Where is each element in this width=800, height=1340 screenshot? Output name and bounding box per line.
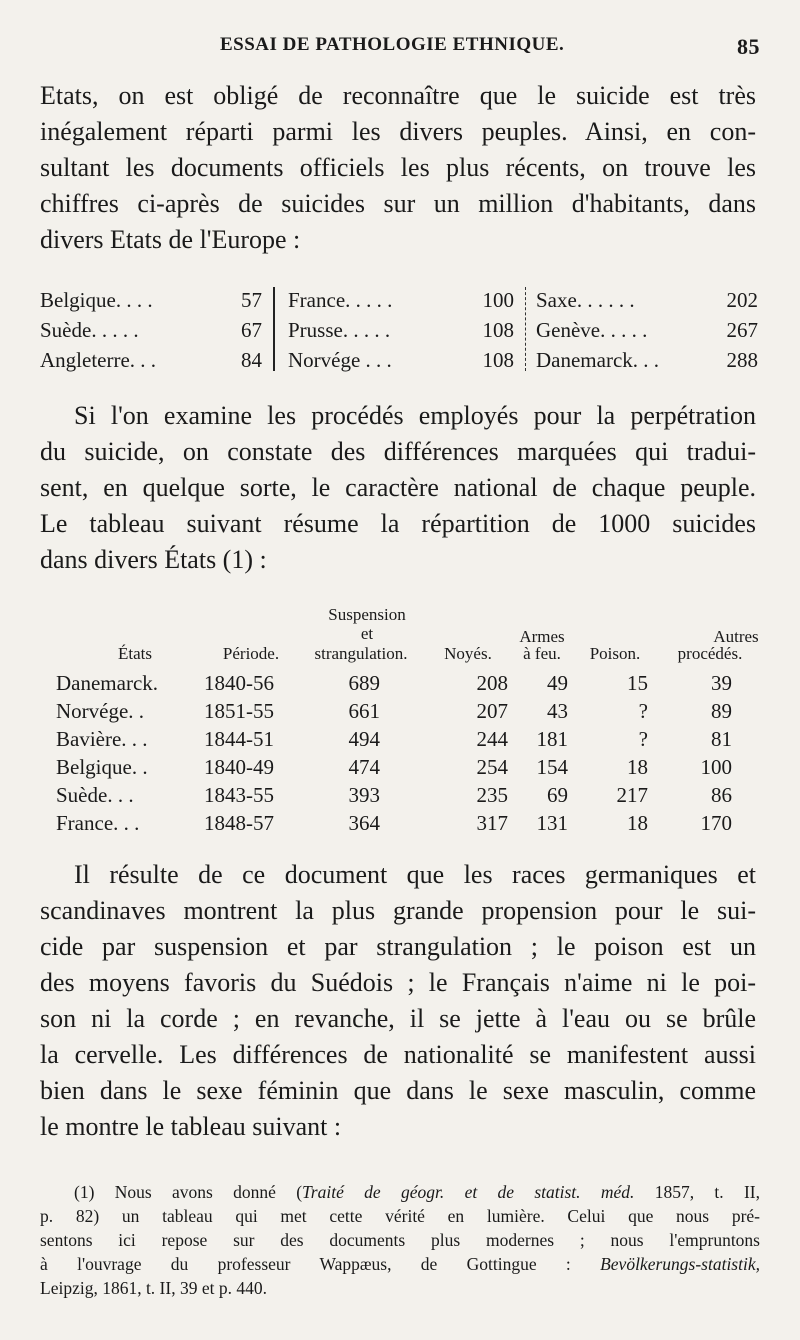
country-value: 108 xyxy=(482,348,514,372)
header-autres: Autres xyxy=(713,627,759,646)
footnote-citation: Traité de géogr. et de statist. méd. xyxy=(302,1182,635,1202)
cell-etat: France. . . xyxy=(56,811,140,835)
country-name: Danemarck. . . xyxy=(536,348,660,372)
cell-suspension: 393 xyxy=(348,783,380,807)
text-line: scandinaves montrent la plus grande propension pour le sui- xyxy=(40,896,756,925)
header-armes: à feu. xyxy=(523,644,561,663)
header-suspension: Suspension xyxy=(328,605,406,624)
footnote-line xyxy=(40,1180,760,1204)
per-million-column xyxy=(288,285,514,375)
country-name: Angleterre. . . xyxy=(40,348,157,372)
text-line: sultant les documents officiels les plus récents, on trouve les xyxy=(40,153,756,182)
country-value: 100 xyxy=(482,288,514,312)
text-line: Si l'on examine les procédés employés pour la perpétration xyxy=(74,401,756,430)
footnote-text: à l'ouvrage du professeur Wappæus, de Gottingue : xyxy=(40,1254,601,1274)
footnote-citation: Bevölkerungs-statistik, xyxy=(600,1254,760,1274)
country-name: Prusse. . . . . xyxy=(288,318,391,342)
country-value: 57 xyxy=(241,288,262,312)
cell-autres: 81 xyxy=(711,727,732,751)
text-line: le montre le tableau suivant : xyxy=(40,1112,342,1141)
page-number: 85 xyxy=(737,34,760,59)
header-etats: États xyxy=(118,644,152,663)
text-line: divers Etats de l'Europe : xyxy=(40,225,301,254)
country-name: Belgique. . . . xyxy=(40,288,153,312)
header-armes: Armes xyxy=(519,627,565,646)
cell-poison: ? xyxy=(638,727,648,751)
text-line: chiffres ci-après de suicides sur un million d'habitants, dans xyxy=(40,189,756,218)
text-line: sent, en quelque sorte, le caractère national de chaque peuple. xyxy=(40,473,756,502)
cell-etat: Belgique. . xyxy=(56,755,148,779)
table-row xyxy=(40,781,760,809)
text-line: du suicide, on constate des différences marquées qui tradui- xyxy=(40,437,756,466)
text-line: Il résulte de ce document que les races germaniques et xyxy=(74,860,756,889)
cell-poison: 15 xyxy=(627,671,648,695)
footnote-text: (1) Nous avons donné ( xyxy=(74,1182,303,1202)
header-autres: procédés. xyxy=(677,644,743,663)
cell-poison: ? xyxy=(638,699,648,723)
text-line: dans divers États (1) : xyxy=(40,545,267,574)
country-value: 108 xyxy=(482,318,514,342)
text-line: la cervelle. Les différences de nationalité se manifestent aussi xyxy=(40,1040,756,1069)
header-periode: Période. xyxy=(222,644,280,663)
header-noyes: Noyés. xyxy=(444,644,492,663)
text-line: son ni la corde ; en revanche, il se jette à l'eau ou se brûle xyxy=(40,1004,756,1033)
footnote-text: 1857, t. II, xyxy=(634,1182,760,1202)
column-divider xyxy=(525,287,526,371)
paragraph-1 xyxy=(40,78,756,258)
cell-armes: 43 xyxy=(547,699,568,723)
cell-etat: Suède. . . xyxy=(56,783,134,807)
cell-autres: 86 xyxy=(711,783,732,807)
table-row xyxy=(40,809,760,837)
country-name: Norvége . . . xyxy=(288,348,392,372)
country-value: 67 xyxy=(241,318,262,342)
text-line: Etats, on est obligé de reconnaître que le suicide est très xyxy=(40,81,756,110)
per-million-column xyxy=(40,285,262,375)
cell-suspension: 494 xyxy=(348,727,380,751)
footnote-line: p. 82) un tableau qui met cette vérité en lumière. Celui que nous pré- xyxy=(40,1206,760,1226)
header-poison: Poison. xyxy=(589,644,641,663)
country-name: Saxe. . . . . . xyxy=(536,288,635,312)
country-value: 84 xyxy=(241,348,262,372)
cell-suspension: 474 xyxy=(348,755,380,779)
text-line: bien dans le sexe féminin que dans le sexe masculin, comme xyxy=(40,1076,756,1105)
cell-autres: 89 xyxy=(711,699,732,723)
header-suspension: et xyxy=(360,624,374,643)
country-name: Genève. . . . . xyxy=(536,318,648,342)
footnote xyxy=(40,1180,760,1300)
cell-noyes: 235 xyxy=(476,783,508,807)
cell-suspension: 689 xyxy=(348,671,380,695)
running-head-title: ESSAI DE PATHOLOGIE ETHNIQUE. xyxy=(220,34,565,55)
cell-etat: Norvége. . xyxy=(56,699,145,723)
cell-etat: Danemarck. xyxy=(56,671,159,695)
cell-noyes: 207 xyxy=(476,699,508,723)
cell-autres: 39 xyxy=(711,671,732,695)
cell-autres: 170 xyxy=(700,811,732,835)
column-divider xyxy=(273,287,275,371)
cell-poison: 18 xyxy=(627,811,648,835)
cell-periode: 1851-55 xyxy=(204,699,274,723)
table-row xyxy=(40,753,760,781)
country-name: France. . . . . xyxy=(288,288,393,312)
cell-periode: 1840-49 xyxy=(204,755,274,779)
cell-suspension: 364 xyxy=(348,811,380,835)
header-suspension: strangulation. xyxy=(314,644,408,663)
cell-armes: 154 xyxy=(536,755,568,779)
cell-noyes: 254 xyxy=(476,755,508,779)
country-name: Suède. . . . . xyxy=(40,318,139,342)
cell-poison: 18 xyxy=(627,755,648,779)
per-million-column xyxy=(536,285,758,375)
cell-noyes: 244 xyxy=(476,727,508,751)
cell-armes: 49 xyxy=(547,671,568,695)
country-value: 288 xyxy=(726,348,758,372)
cell-armes: 181 xyxy=(536,727,568,751)
cell-periode: 1848-57 xyxy=(204,811,274,835)
text-line: cide par suspension et par strangulation ; le poison est un xyxy=(40,932,756,961)
cell-noyes: 208 xyxy=(476,671,508,695)
table-row xyxy=(40,697,760,725)
text-line: des moyens favoris du Suédois ; le Français n'aime ni le poi- xyxy=(40,968,756,997)
footnote-line xyxy=(40,1252,760,1276)
paragraph-2 xyxy=(40,398,756,578)
paragraph-3 xyxy=(40,857,756,1145)
cell-suspension: 661 xyxy=(348,699,380,723)
cell-poison: 217 xyxy=(616,783,648,807)
cell-periode: 1840-56 xyxy=(204,671,274,695)
cell-periode: 1844-51 xyxy=(204,727,274,751)
table-row xyxy=(40,669,760,697)
cell-armes: 131 xyxy=(536,811,568,835)
cell-etat: Bavière. . . xyxy=(56,727,148,751)
cell-autres: 100 xyxy=(700,755,732,779)
text-line: inégalement réparti parmi les divers peuples. Ainsi, en con- xyxy=(40,117,756,146)
cell-noyes: 317 xyxy=(476,811,508,835)
footnote-line: Leipzig, 1861, t. II, 39 et p. 440. xyxy=(40,1278,267,1298)
cell-periode: 1843-55 xyxy=(204,783,274,807)
cell-armes: 69 xyxy=(547,783,568,807)
country-value: 202 xyxy=(726,288,758,312)
footnote-line: sentons ici repose sur des documents plus modernes ; nous l'empruntons xyxy=(40,1230,760,1250)
text-line: Le tableau suivant résume la répartition de 1000 suicides xyxy=(40,509,756,538)
country-value: 267 xyxy=(726,318,758,342)
suicides-per-million-table xyxy=(40,285,760,375)
table-row xyxy=(40,725,760,753)
